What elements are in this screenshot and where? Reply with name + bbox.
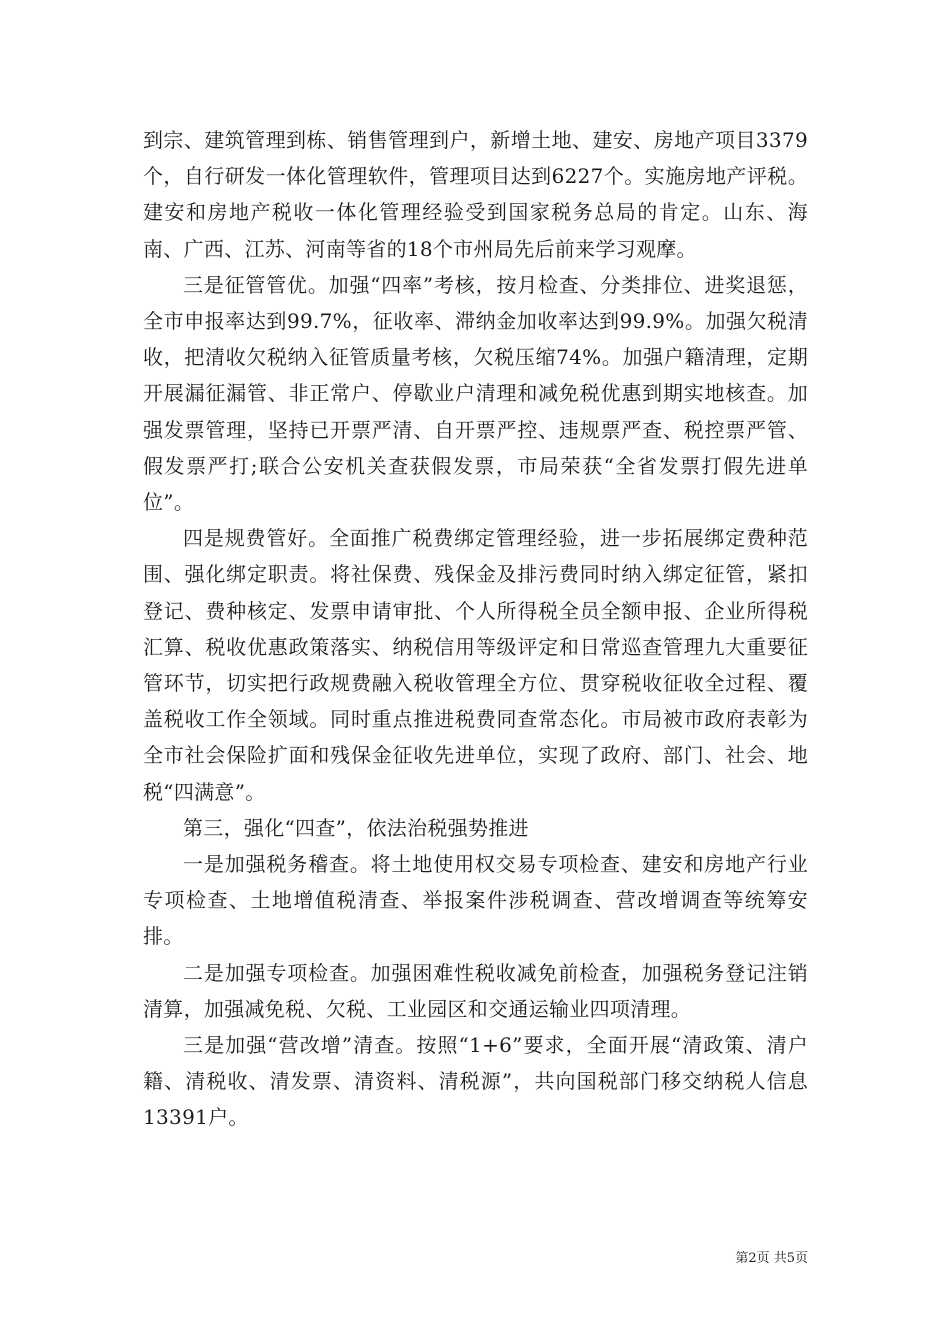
paragraph-special-inspection: 二是加强专项检查。加强困难性税收减免前检查，加强税务登记注销清算，加强减免税、欠税、工业园区和交通运输业四项清理。 [143, 960, 808, 1021]
paragraph-collection-management: 三是征管管优。加强“四率”考核，按月检查、分类排位、进奖退惩，全市申报率达到99.7%，征收率、滞纳金加收率达到99.9%。加强欠税清收，把清收欠税纳入征管质量考核，欠税压缩74%。加强户籍清理，定期开展漏征漏管、非正常户、停歇业户清理和减免税优惠到期实地核查。加强发票管理，坚持已开票严清、自开票严控、违规票严查、税控票严管、假发票严打;联合公安机关查获假发票，市局荣获“全省发票打假先进单位”。 [143, 272, 808, 515]
paragraph-tax-inspection: 一是加强税务稽查。将土地使用权交易专项检查、建安和房地产行业专项检查、土地增值税清查、举报案件涉税调查、营改增调查等统筹安排。 [143, 852, 808, 949]
document-body [143, 122, 808, 1136]
paragraph-fee-management: 四是规费管好。全面推广税费绑定管理经验，进一步拓展绑定费种范围、强化绑定职责。将社保费、残保金及排污费同时纳入绑定征管，紧扣登记、费种核定、发票申请审批、个人所得税全员全额申报、企业所得税汇算、税收优惠政策落实、纳税信用等级评定和日常巡查管理九大重要征管环节，切实把行政规费融入税收管理全方位、贯穿税收征收全过程、覆盖税收工作全领域。同时重点推进税费同查常态化。市局被市政府表彰为全市社会保险扩面和残保金征收先进单位，实现了政府、部门、社会、地税“四满意”。 [143, 526, 808, 804]
section-heading-third: 第三，强化“四查”，依法治税强势推进 [183, 815, 529, 840]
paragraph-vat-reform-check: 三是加强“营改增”清查。按照“1+6”要求，全面开展“清政策、清户籍、清税收、清发票、清资料、清税源”，共向国税部门移交纳税人信息13391户。 [143, 1033, 808, 1130]
page-number-footer: 第2页 共5页 [735, 1251, 808, 1266]
paragraph-continuation: 到宗、建筑管理到栋、销售管理到户，新增土地、建安、房地产项目3379个，自行研发一体化管理软件，管理项目达到6227个。实施房地产评税。建安和房地产税收一体化管理经验受到国家税务总局的肯定。山东、海南、广西、江苏、河南等省的18个市州局先后前来学习观摩。 [143, 128, 808, 261]
